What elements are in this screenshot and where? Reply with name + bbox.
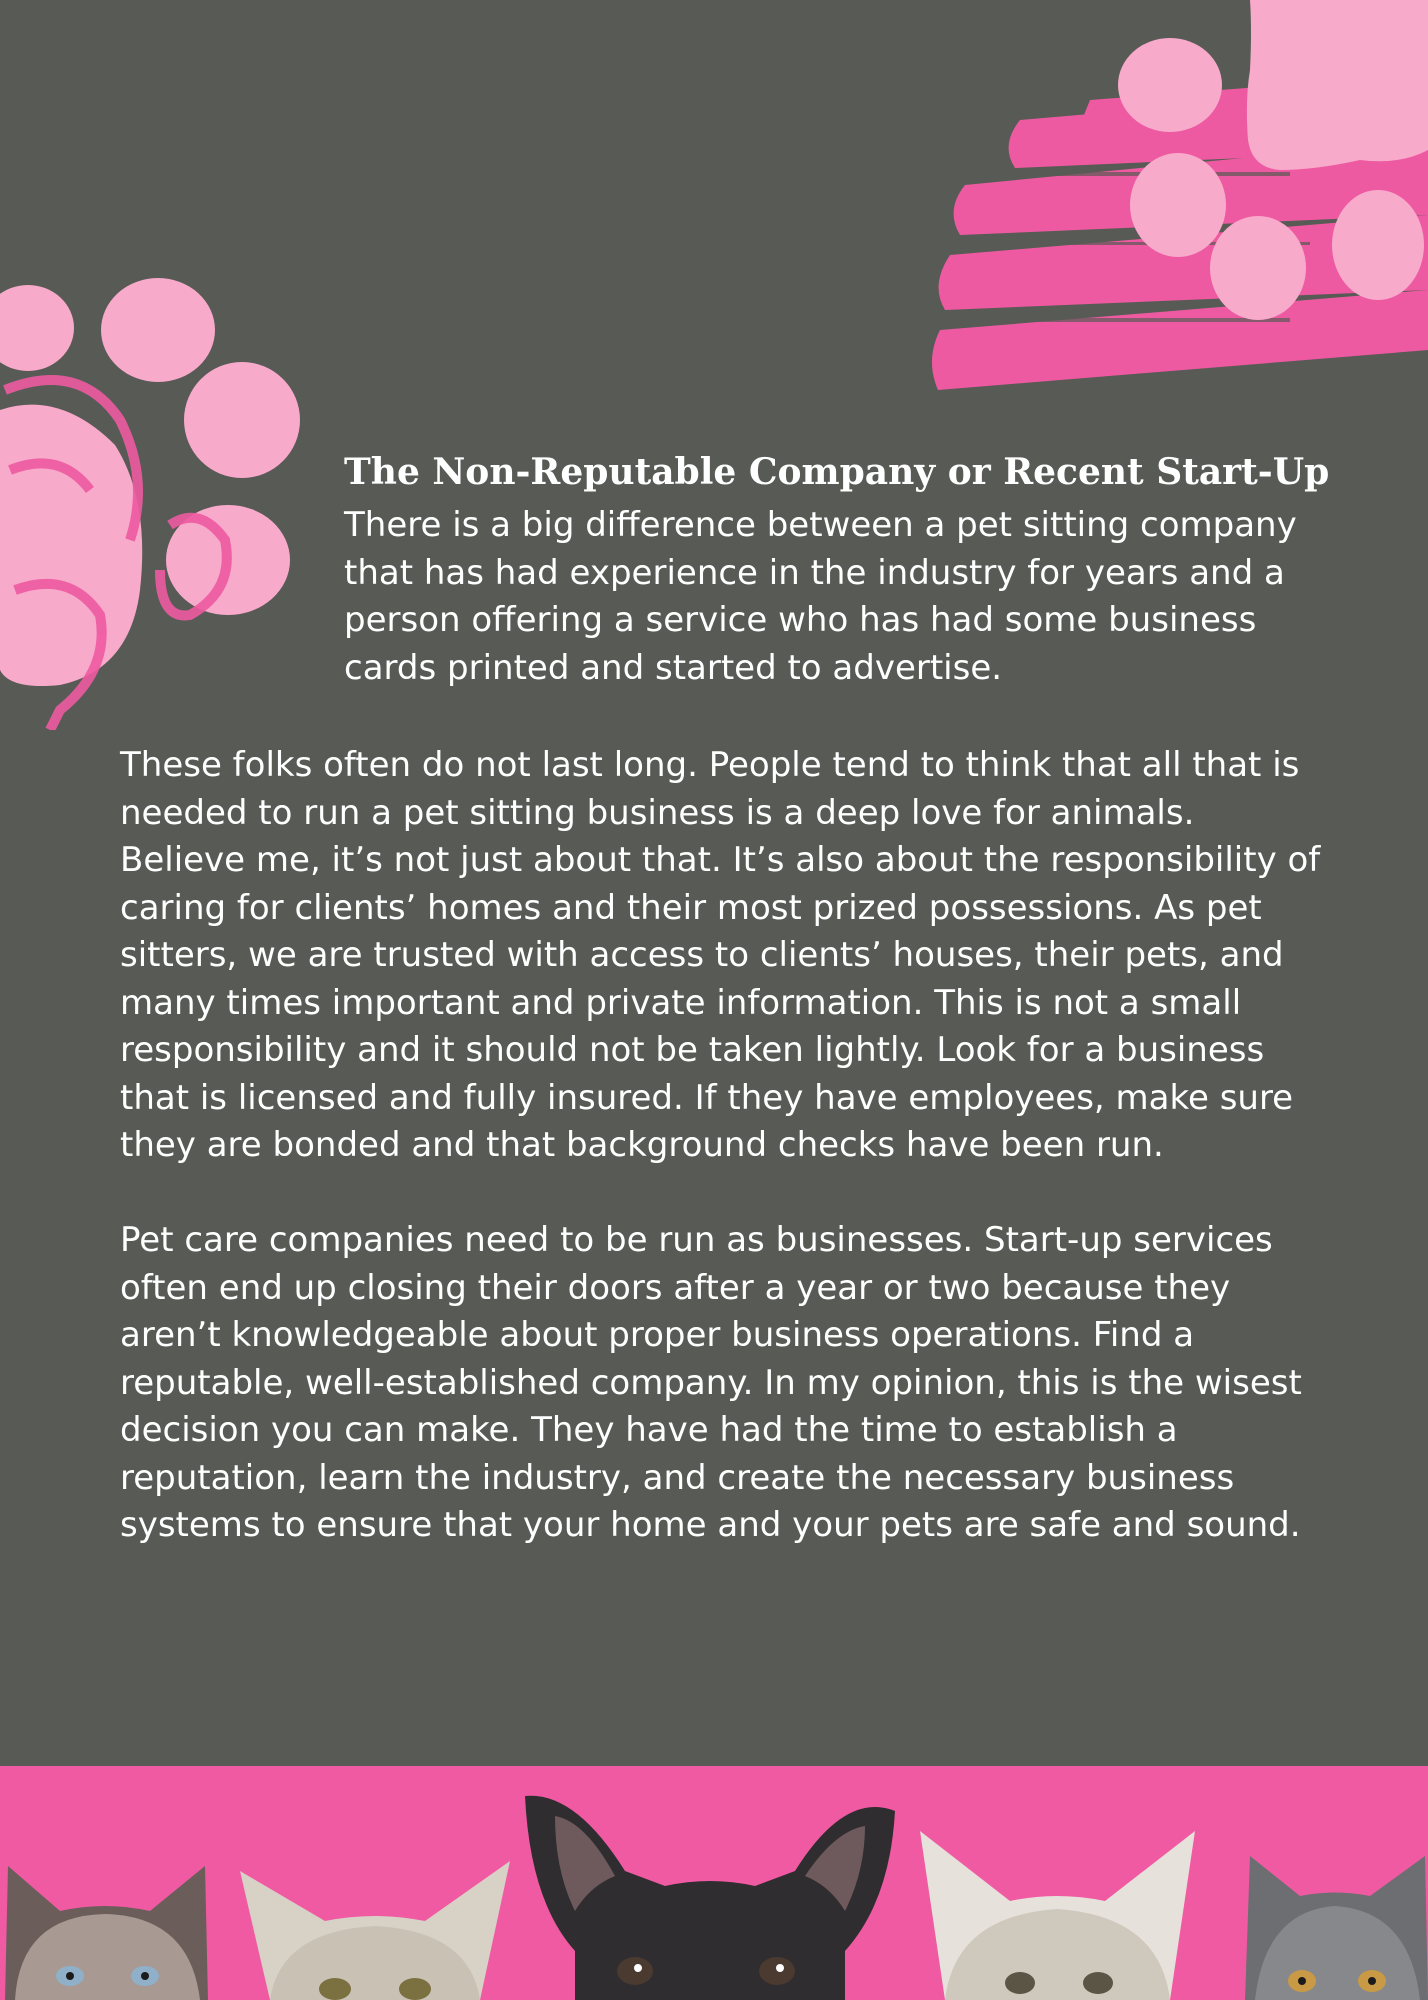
cat-face: [240, 1861, 510, 2000]
cat-face: [1240, 1851, 1428, 2000]
cat-face: [920, 1831, 1195, 2000]
body-paragraph: Pet care companies need to be run as businesses. Start-up services often end up closing their doors after a year or two because they aren’t knowledgeable about proper business operations. Find a reputable, well-established company. In my opinion, this is the wisest decision you can make. They have had the time to establish a reputation, learn the industry, and create the necessary business systems to ensure that your home and your pets are safe and sound.: [120, 1220, 1302, 1545]
paw-print-icon: [0, 270, 310, 730]
paw-print-icon: [1100, 0, 1428, 330]
french-bulldog-face: [515, 1791, 905, 2000]
body-paragraph: These folks often do not last long. People tend to think that all that is needed to run a pet sitting business is a deep love for animals. Believe me, it’s not just about that. It’s also about the responsibility of caring for clients’ homes and their most prized possessions. As pet sitters, we are trusted with access to clients’ houses, their pets, and many times important and private information. This is not a small responsibility and it should not be taken lightly. Look for a business that is licensed and fully insured. If they have employees, make sure they are bonded and that background checks have been run.: [120, 745, 1321, 1165]
cat-face: [0, 1856, 215, 2000]
pet-banner: [0, 1766, 1428, 2000]
intro-paragraph: There is a big difference between a pet sitting company that has had experience in the industry for years and a person offering a service who has had some business cards printed and started to advertise.: [344, 505, 1297, 688]
page-heading: The Non-Reputable Company or Recent Start-Up: [344, 451, 1330, 493]
